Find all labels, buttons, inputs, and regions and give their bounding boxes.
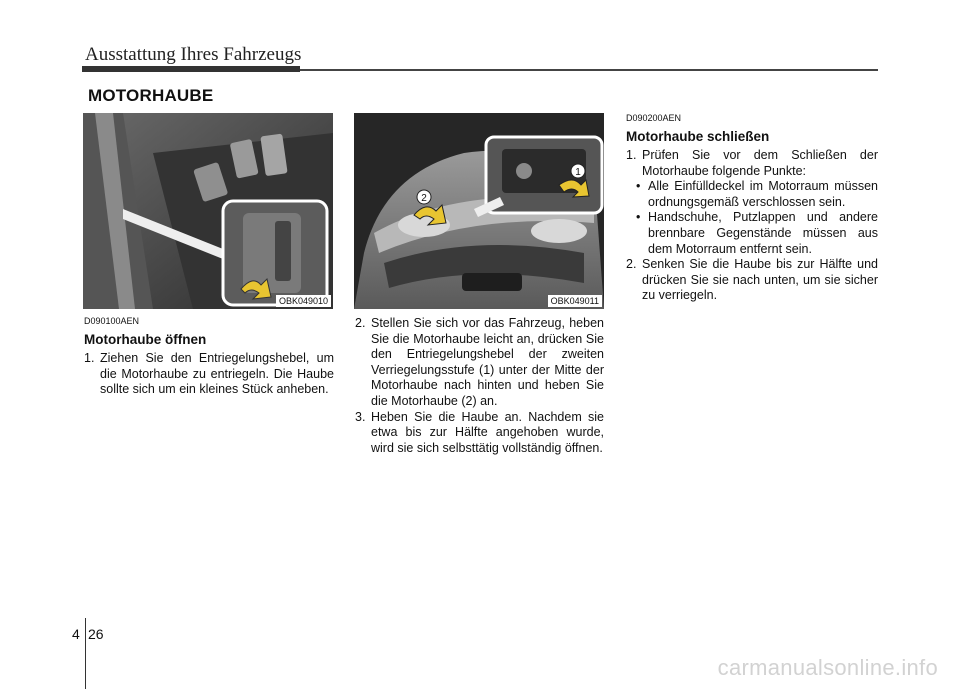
bullet-glyph: • xyxy=(636,179,641,194)
section-title: MOTORHAUBE xyxy=(88,86,214,105)
watermark: carmanualsonline.info xyxy=(717,655,938,680)
column-2 xyxy=(355,316,604,456)
bullet-item xyxy=(636,210,878,257)
footer-divider xyxy=(85,618,86,689)
car-front-illustration xyxy=(354,113,604,309)
bullet-text: Alle Einfülldeckel im Motorraum müssen ordnungsgemäß verschlossen sein. xyxy=(648,179,878,209)
subsection-heading: Motorhaube schließen xyxy=(626,129,770,144)
step-text: Heben Sie die Haube an. Nachdem sie etwa bis zur Hälfte angehoben wurde, wird sie sich selbsttätig vollständig öffnen. xyxy=(371,409,604,455)
hood-release-illustration xyxy=(83,113,333,309)
step-number: 1. xyxy=(626,148,637,162)
step-text: Ziehen Sie den Entriegelungshebel, um die Motorhaube zu entriegeln. Die Haube sollte sich um ein kleines Stück anheben. xyxy=(100,351,334,397)
bullet-glyph: • xyxy=(636,210,641,225)
step-number: 3. xyxy=(355,409,366,424)
procedure-code: D090100AEN xyxy=(84,316,140,326)
figure-car-hood-latch xyxy=(354,113,604,309)
step-item xyxy=(626,257,878,304)
step-item xyxy=(355,316,604,410)
procedure-code: D090200AEN xyxy=(626,113,682,123)
step-item xyxy=(84,351,334,398)
page-header-title: Ausstattung Ihres Fahrzeugs xyxy=(85,44,302,65)
step-text: Senken Sie die Haube bis zur Hälfte und drücken Sie sie nach unten, um sie sicher zu verriegeln. xyxy=(642,257,878,303)
step-item xyxy=(626,148,878,179)
callout-1: 1 xyxy=(575,167,581,178)
header-tab xyxy=(82,66,300,72)
callout-2: 2 xyxy=(421,193,427,204)
page-number: 26 xyxy=(88,626,104,642)
step-number: 2. xyxy=(626,257,637,272)
subsection-heading: Motorhaube öffnen xyxy=(84,332,207,347)
step-text: Prüfen Sie vor dem Schließen der Motorhaube folgende Punkte: xyxy=(642,148,878,178)
step-item xyxy=(355,410,604,457)
column-3 xyxy=(626,113,878,304)
figure-caption: OBK049010 xyxy=(276,295,331,307)
chapter-number: 4 xyxy=(72,626,80,642)
step-number: 2. xyxy=(355,316,366,330)
column-1 xyxy=(84,316,334,398)
step-text: Stellen Sie sich vor das Fahrzeug, heben Sie die Motorhaube leicht an, drücken Sie den Entriegelungshebel der zweiten Verriegelungsstufe (1) unter der Mitte der Motorhaube nach hinten und heben Sie die Motorhaube (2) an. xyxy=(371,316,604,408)
step-number: 1. xyxy=(84,351,95,365)
bullet-text: Handschuhe, Putzlappen und andere brennbare Gegenstände müssen aus dem Motorraum entfernt sein. xyxy=(648,210,878,256)
figure-caption: OBK049011 xyxy=(548,295,602,307)
bullet-item xyxy=(636,179,878,210)
figure-hood-release-lever xyxy=(83,113,333,309)
